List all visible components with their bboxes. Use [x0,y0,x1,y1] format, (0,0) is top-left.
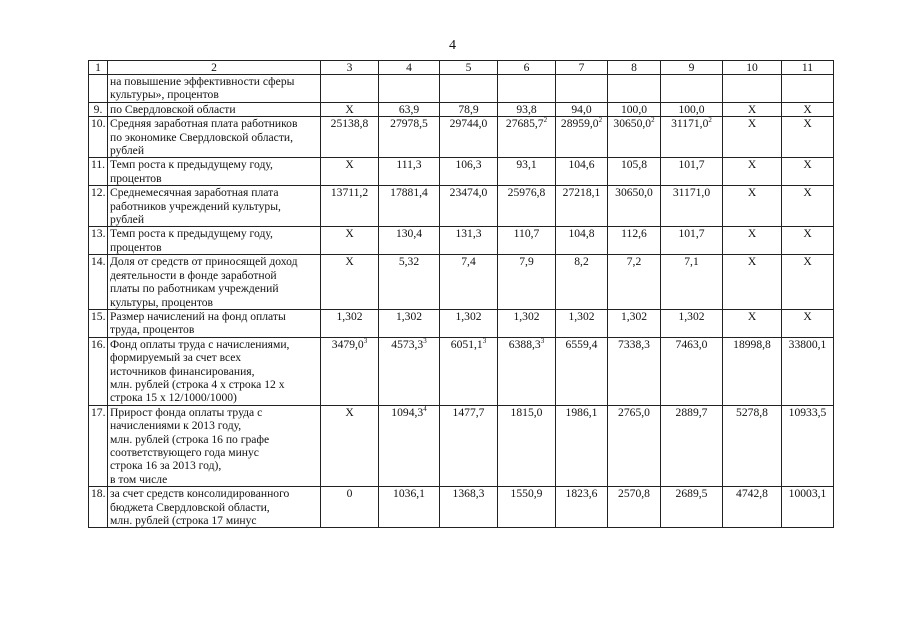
table-cell: 5278,8 [723,405,782,486]
table-cell: 6559,4 [556,337,608,405]
table-cell: 30650,0 [608,186,661,227]
table-cell: 30650,0$^2$ [608,117,661,158]
table-cell: 1477,7 [440,405,498,486]
table-cell: 10003,1 [782,487,834,528]
description-line: бюджета Свердловской области, [110,500,270,514]
table-cell: 2689,5 [661,487,723,528]
table-cell: 131,3 [440,227,498,255]
description-line: Размер начислений на фонд оплаты [110,309,286,323]
table-cell: 1815,0 [498,405,556,486]
column-header: 2 [108,61,321,75]
row-number: 12. [89,186,108,227]
table-cell: 112,6 [608,227,661,255]
table-cell: 1,302 [498,309,556,337]
table-cell: X [723,309,782,337]
table-cell: 7,2 [608,255,661,310]
row-description [108,158,321,186]
table-cell: X [321,255,379,310]
description-line: формируемый за счет всех [110,351,242,365]
table-cell: 1550,9 [498,487,556,528]
table-cell: 111,3 [379,158,440,186]
table-cell: X [321,102,379,116]
table-cell: 93,8 [498,102,556,116]
column-header: 1 [89,61,108,75]
column-header: 8 [608,61,661,75]
table-cell: 104,8 [556,227,608,255]
description-line: рублей [110,144,145,158]
table-cell: X [723,158,782,186]
table-row [89,75,834,103]
row-number: 14. [89,255,108,310]
row-number [89,75,108,103]
row-description [108,117,321,158]
table-cell: X [723,255,782,310]
table-cell: 100,0 [608,102,661,116]
row-number: 17. [89,405,108,486]
table-cell: X [723,227,782,255]
description-line: в том числе [110,472,168,486]
description-line: на повышение эффективности сферы [110,75,295,88]
description-line: культуры», процентов [110,88,219,102]
column-header: 9 [661,61,723,75]
row-number: 15. [89,309,108,337]
table-cell: 100,0 [661,102,723,116]
footnote-mark: 3 [482,337,487,345]
table-cell [498,75,556,103]
description-line: за счет средств консолидированного [110,487,290,501]
description-line: млн. рублей (строка 4 х строка 12 х [110,377,285,391]
description-line: источников финансирования, [110,364,255,378]
row-description [108,255,321,310]
table-cell: X [321,405,379,486]
description-line: Средняя заработная плата работников [110,117,298,131]
column-number-row [89,61,834,75]
row-number: 16. [89,337,108,405]
description-line: рублей [110,213,145,227]
description-line: Доля от средств от приносящей доход [110,255,298,269]
description-line: соответствующего года минус [110,445,259,459]
table-cell: X [321,158,379,186]
description-line: процентов [110,240,162,254]
footnote-mark: 3 [363,337,368,345]
table-cell: X [782,102,834,116]
table-cell: X [321,227,379,255]
table-cell: X [782,309,834,337]
footnote-mark: 2 [708,116,712,125]
row-number: 13. [89,227,108,255]
table-cell [440,75,498,103]
description-line: строка 15 х 12/1000/1000) [110,391,237,405]
table-cell: 4742,8 [723,487,782,528]
table-cell [723,75,782,103]
table-cell: X [723,102,782,116]
column-header: 4 [379,61,440,75]
description-line: по экономике Свердловской области, [110,130,293,144]
table-cell: 31171,0 [661,186,723,227]
column-header: 6 [498,61,556,75]
table-cell: 1986,1 [556,405,608,486]
table-cell: 27978,5 [379,117,440,158]
description-line: млн. рублей (строка 17 минус [110,514,257,527]
description-line: работников учреждений культуры, [110,199,281,213]
table-cell: 1,302 [661,309,723,337]
table-cell: 17881,4 [379,186,440,227]
table-row [89,227,834,255]
description-line: Прирост фонда оплаты труда с [110,405,263,419]
row-description [108,102,321,116]
table-cell [379,75,440,103]
table-cell: 7,1 [661,255,723,310]
table-cell: 13711,2 [321,186,379,227]
table-row [89,337,834,405]
description-line: Среднемесячная заработная плата [110,186,279,200]
table-cell: 110,7 [498,227,556,255]
row-description [108,487,321,528]
table-cell: X [723,117,782,158]
footnote-mark: 2 [651,116,655,125]
table-cell: 27218,1 [556,186,608,227]
row-description [108,405,321,486]
table-cell [556,75,608,103]
row-description [108,227,321,255]
description-line: начислениями к 2013 году, [110,419,242,433]
table-cell: 104,6 [556,158,608,186]
table-cell: 101,7 [661,158,723,186]
table-cell: 31171,0$^2$ [661,117,723,158]
table-cell: 2570,8 [608,487,661,528]
description-line: Темп роста к предыдущему году, [110,158,273,172]
table-cell: 93,1 [498,158,556,186]
table-cell [782,75,834,103]
row-number: 10. [89,117,108,158]
table-cell: 25138,8 [321,117,379,158]
table-cell: 106,3 [440,158,498,186]
table-cell: 10933,5 [782,405,834,486]
footnote-mark: 3 [423,337,427,345]
footnote-mark: 4 [423,405,427,413]
table-cell: 94,0 [556,102,608,116]
table-cell: 0 [321,487,379,528]
table-cell: 18998,8 [723,337,782,405]
footnote-mark: 2 [598,116,603,125]
table-cell: 63,9 [379,102,440,116]
indicators-table [88,60,834,528]
row-number: 11. [89,158,108,186]
page-number: 4 [449,38,456,53]
table-cell: 28959,0$^2$ [556,117,608,158]
row-description [108,337,321,405]
table-cell: X [782,227,834,255]
footnote-mark: 3 [540,337,545,345]
row-description [108,75,321,103]
row-description [108,309,321,337]
description-line: по Свердловской области [110,102,236,116]
table-cell: 1,302 [440,309,498,337]
table-cell: 1823,6 [556,487,608,528]
table-cell: 1094,3$^4$ [379,405,440,486]
table-cell: 101,7 [661,227,723,255]
table-cell: 130,4 [379,227,440,255]
description-line: млн. рублей (строка 16 по графе [110,432,270,446]
table-row [89,186,834,227]
description-line: Темп роста к предыдущему году, [110,227,273,241]
table-cell: 1036,1 [379,487,440,528]
row-description [108,186,321,227]
table-cell: 23474,0 [440,186,498,227]
column-header: 10 [723,61,782,75]
table-cell: 1368,3 [440,487,498,528]
table-row [89,158,834,186]
table-cell: 1,302 [608,309,661,337]
table-row [89,255,834,310]
table-cell: X [782,117,834,158]
table-row [89,405,834,486]
table-cell: 5,32 [379,255,440,310]
table-cell: X [782,255,834,310]
table-cell [661,75,723,103]
table-cell: 6388,3$^3$ [498,337,556,405]
description-line: деятельности в фонде заработной [110,268,277,282]
description-line: платы по работникам учреждений [110,282,279,296]
table-cell: 1,302 [379,309,440,337]
description-line: строка 16 за 2013 год), [110,459,222,473]
table-cell: 29744,0 [440,117,498,158]
table-cell: X [723,186,782,227]
table-cell: 7463,0 [661,337,723,405]
table-cell: 1,302 [556,309,608,337]
table-cell: 27685,7$^2$ [498,117,556,158]
table-cell: 3479,0$^3$ [321,337,379,405]
column-header: 3 [321,61,379,75]
table-cell: 105,8 [608,158,661,186]
column-header: 11 [782,61,834,75]
row-number: 9. [89,102,108,116]
table-cell: 7,9 [498,255,556,310]
table-row [89,309,834,337]
description-line: Фонд оплаты труда с начислениями, [110,337,290,351]
column-header: 5 [440,61,498,75]
table-cell: 7338,3 [608,337,661,405]
table-cell: X [782,186,834,227]
column-header: 7 [556,61,608,75]
footnote-mark: 2 [543,116,548,125]
table-cell [321,75,379,103]
table-cell: 1,302 [321,309,379,337]
table-cell: 33800,1 [782,337,834,405]
description-line: процентов [110,171,162,185]
table-cell: 78,9 [440,102,498,116]
description-line: труда, процентов [110,323,195,337]
table-cell: 4573,3$^3$ [379,337,440,405]
table-row [89,117,834,158]
table-cell: 6051,1$^3$ [440,337,498,405]
table-cell: 2889,7 [661,405,723,486]
table-cell: 2765,0 [608,405,661,486]
row-number: 18. [89,487,108,528]
table-row [89,102,834,116]
table-cell [608,75,661,103]
description-line: культуры, процентов [110,295,214,309]
table-cell: 8,2 [556,255,608,310]
table-cell: 25976,8 [498,186,556,227]
table-row [89,487,834,528]
table-cell: X [782,158,834,186]
table-cell: 7,4 [440,255,498,310]
